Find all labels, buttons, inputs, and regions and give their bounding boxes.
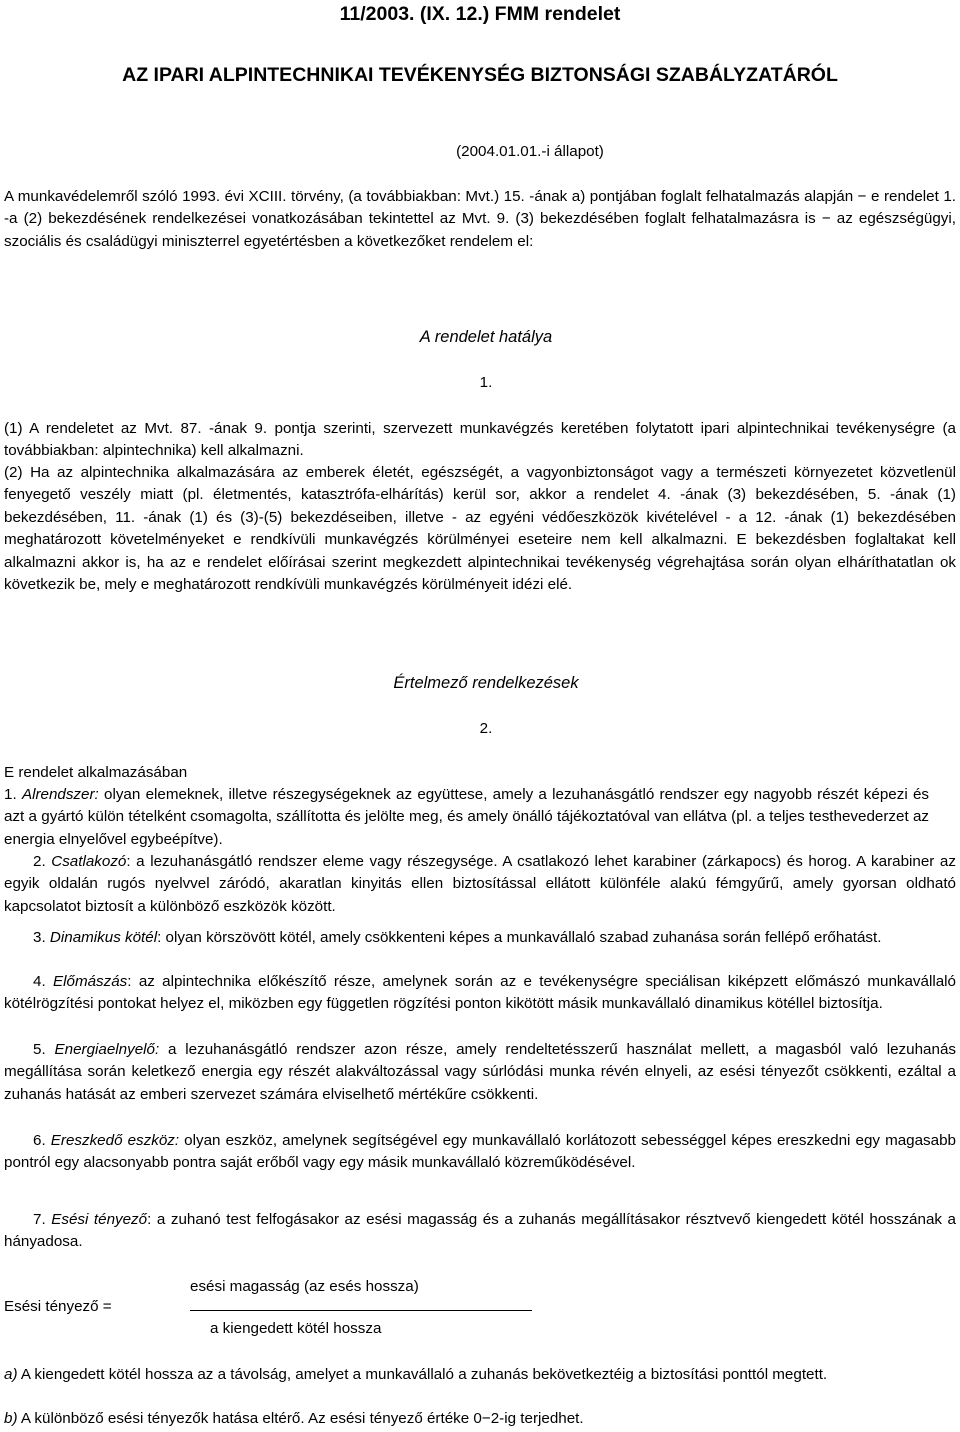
document-status: (2004.01.01.-i állapot) — [456, 143, 604, 160]
item-term: Alrendszer: — [21, 786, 99, 803]
item-text: a lezuhanásgátló rendszer azon része, amely rendeltetésszerű használat mellett, a magasból való lezuhanás megállítása során keletkező energia egy részét alakváltozással vagy súrlódási munka révén elnyeli, az esési tényezőt csökkenti, ezáltal a zuhanás hatását az emberi szervezet számára elviselhető mértékűre csökkenti. — [4, 1041, 956, 1103]
definition-item-6 — [4, 1130, 956, 1175]
item-term: Ereszkedő eszköz: — [50, 1132, 180, 1149]
item-text: : az alpintechnika előkészítő része, amelynek során az e tevékenységre speciálisan kiképzett előmászó munkavállaló kötélrögzítési pontokat helyez el, miközben egy független rögzítési ponton kikötött másik munkavállaló dinamikus kötéllel biztosítja. — [4, 973, 956, 1013]
section2-intro: E rendelet alkalmazásában — [4, 764, 188, 781]
definition-item-4 — [4, 971, 956, 1016]
item-number: 2. — [33, 853, 46, 870]
section1-heading: A rendelet hatálya — [419, 328, 553, 346]
document-subtitle: AZ IPARI ALPINTECHNIKAI TEVÉKENYSÉG BIZTONSÁGI SZABÁLYZATÁRÓL — [122, 64, 838, 86]
definition-item-3 — [4, 927, 956, 949]
note-text: A különböző esési tényezők hatása eltérő. Az esési tényező értéke 0−2-ig terjedhet. — [17, 1410, 584, 1427]
definition-item-2 — [4, 851, 956, 918]
item-number: 6. — [33, 1132, 46, 1149]
item-number: 3. — [33, 929, 46, 946]
section1-para2: (2) Ha az alpintechnika alkalmazására az emberek életét, egészségét, a vagyonbiztonságot vagy a természeti környezetet közvetlenül fenyegető veszély miatt (pl. életmentés, katasztrófa-elhárítás) kerül sor, akkor a rendelet 4. -ának (3) bekezdésében, 5. -ának (1) bekezdésében, 11. -ának (1) és (3)-(5) bekezdéseiben, illetve - az egyéni védőeszközök kivételével - a 12. -ának (1) bekezdésében meghatározott követelményeket e rendkívüli munkavégzés körülményei eseteire nem kell alkalmazni. E bekezdésben foglaltakat kell alkalmazni akkor is, ha az e rendelet előírásai szerint megkezdett alpintechnikai tevékenység végrehajtása során olyan elháríthatatlan ok következik be, mely e meghatározott rendkívüli munkavégzés körülményeit idézi elé. — [4, 464, 956, 594]
formula-numerator: esési magasság (az esés hossza) — [190, 1278, 419, 1295]
note-marker: a) — [4, 1366, 18, 1383]
item-term: Dinamikus kötél — [49, 929, 158, 946]
note-text: A kiengedett kötél hossza az a távolság, amelyet a munkavállaló a zuhanás bekövetkeztéig a biztosítási ponttól megtett. — [17, 1366, 828, 1383]
note-marker: b) — [4, 1410, 18, 1427]
item-number: 7. — [33, 1211, 46, 1228]
item-term: Energiaelnyelő: — [54, 1041, 160, 1058]
item-number: 1. — [4, 786, 17, 803]
formula-label: Esési tényező = — [4, 1298, 112, 1315]
section2-number: 2. — [479, 720, 493, 737]
section2-heading: Értelmező rendelkezések — [393, 674, 579, 692]
item-text: olyan elemeknek, illetve részegységeknek az együttese, amely a lezuhanásgátló rendszer egy nagyobb részét képezi és azt a gyártó külön tételként csomagolta, szállította és jelölte meg, és amely önálló tájékoztatóval van ellátva (pl. a teljes testhevederzet az energia elnyelővel egybeépítve). — [4, 786, 929, 848]
item-term: Csatlakozó — [51, 853, 127, 870]
item-text: : a zuhanó test felfogásakor az esési magasság és a zuhanás megállításakor résztvevő kiengedett kötél hosszának a hányadosa. — [4, 1211, 956, 1251]
note-a — [4, 1364, 956, 1386]
section1-number: 1. — [479, 374, 493, 391]
item-text: : olyan körszövött kötél, amely csökkenteni képes a munkavállaló szabad zuhanása során fellépő erőhatást. — [157, 929, 882, 946]
definition-item-5 — [4, 1039, 956, 1106]
item-text: olyan eszköz, amelynek segítségével egy munkavállaló korlátozott sebességgel képes ereszkedni egy magasabb pontról egy alacsonyabb pontra saját erőből vagy egy másik munkavállaló közreműködésével. — [4, 1132, 956, 1172]
fall-factor-formula — [4, 1276, 604, 1346]
definition-item-1 — [4, 784, 929, 851]
fraction-bar — [190, 1310, 532, 1311]
item-number: 4. — [33, 973, 46, 990]
item-term: Esési tényező — [51, 1211, 148, 1228]
note-b — [4, 1408, 956, 1430]
item-number: 5. — [33, 1041, 46, 1058]
document-title: 11/2003. (IX. 12.) FMM rendelet — [339, 3, 621, 25]
item-term: Előmászás — [53, 973, 128, 990]
preamble: A munkavédelemről szóló 1993. évi XCIII. törvény, (a továbbiakban: Mvt.) 15. -ának a) pontjában foglalt felhatalmazás alapján − e rendelet 1. -a (2) bekezdésének rendelkezései vonatkozásában tekintettel az Mvt. 9. (3) bekezdésében foglalt felhatalmazásra is − az egészségügyi, szociális és családügyi miniszterrel egyetértésben a következőket rendelem el: — [4, 188, 956, 250]
section1-para1: (1) A rendeletet az Mvt. 87. -ának 9. pontja szerinti, szervezett munkavégzés keretében folytatott ipari alpintechnikai tevékenységre (a továbbiakban: alpintechnika) kell alkalmazni. — [4, 420, 956, 460]
formula-denominator: a kiengedett kötél hossza — [210, 1320, 382, 1337]
item-text: : a lezuhanásgátló rendszer eleme vagy részegysége. A csatlakozó lehet karabiner (zárkapocs) és horog. A karabiner az egyik oldalán rugós nyelvvel záródó, akaratlan kinyitás ellen biztosítással ellátott különféle alakú fémgyűrű, amely gyorsan oldható kapcsolatot biztosít a különböző eszközök között. — [4, 853, 956, 915]
definition-item-7 — [4, 1209, 956, 1254]
